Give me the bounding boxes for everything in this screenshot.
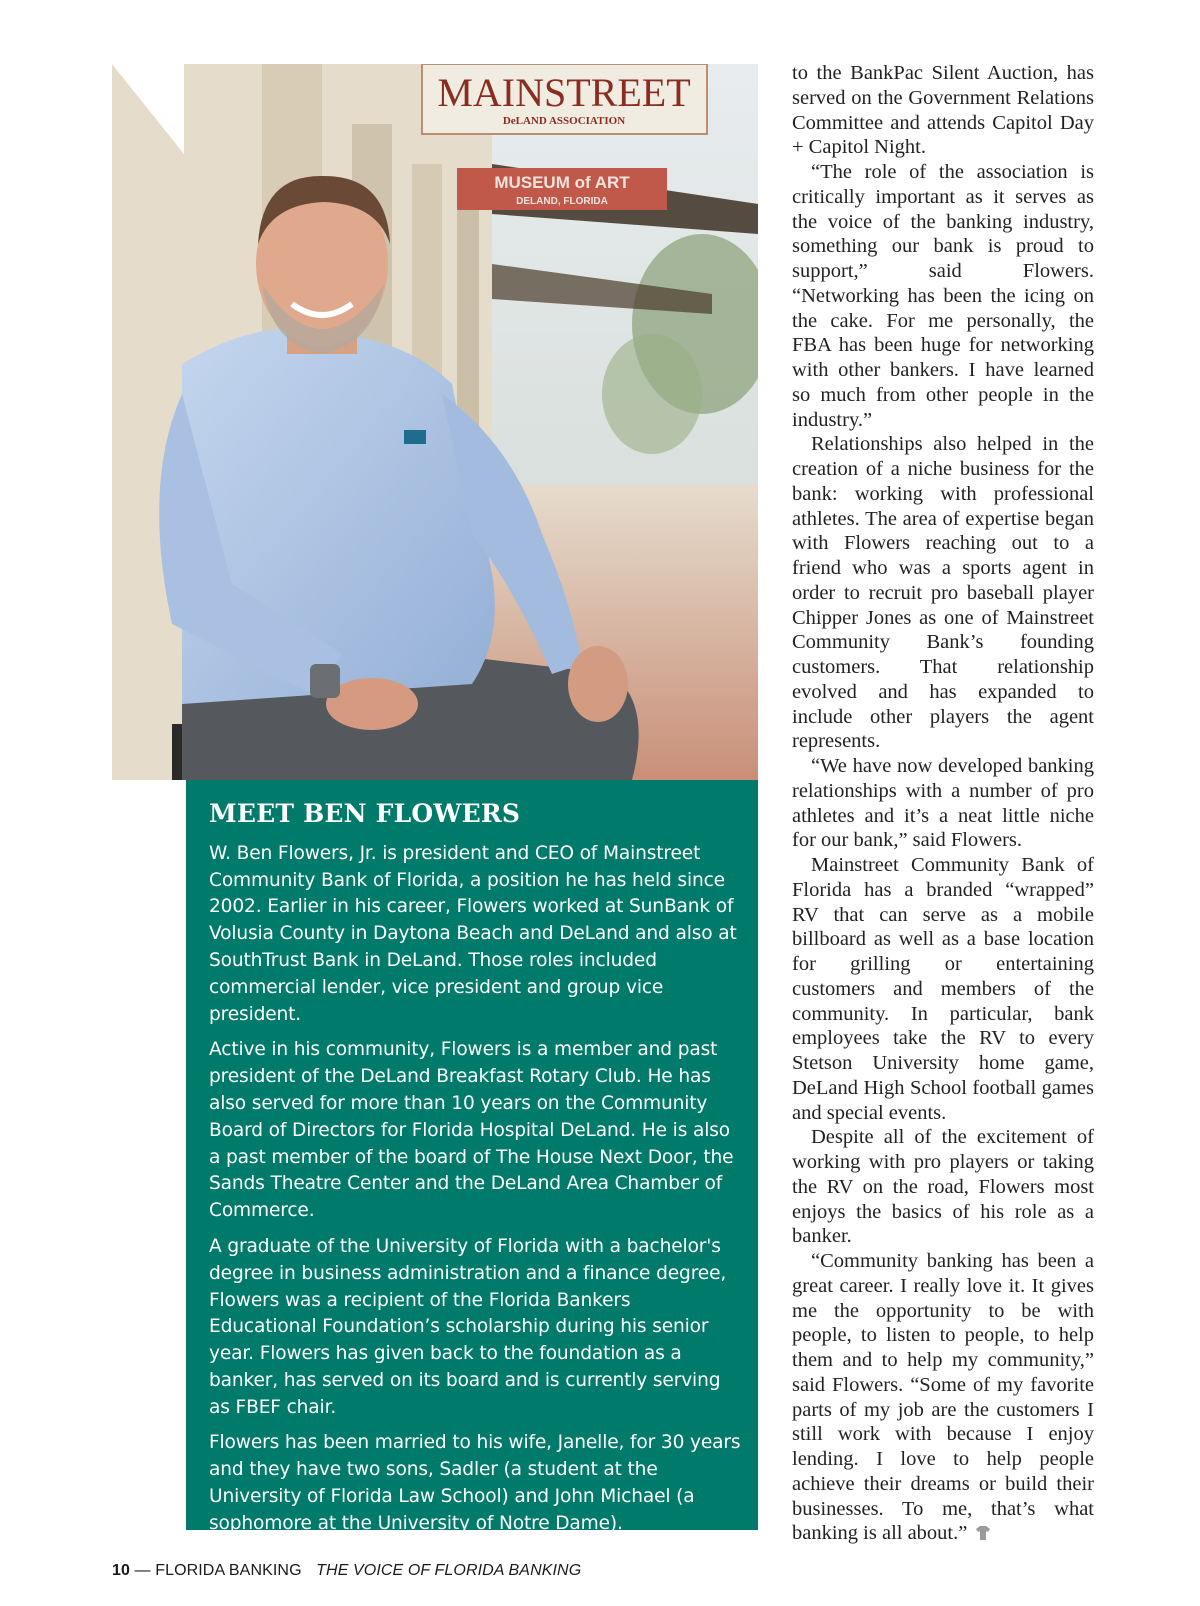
sidebar-paragraph: Active in his community, Flowers is a member and past president of the DeLand Breakfast Rotary Club. He has also served for more than 10 years on the Community Board of Directors for Florida Hospital DeLand. He is also a past member of the board of The House Next Door, the Sands Theatre Center and the DeLand Area Chamber of Commerce.: [209, 1039, 734, 1222]
page-footer: [112, 1562, 581, 1580]
article-paragraph: Despite all of the excitement of working with pro players or taking the RV on the road, Flowers most enjoys the basics of his role as a banker.: [792, 1126, 1094, 1248]
mainstreet-sign-text: MAINSTREET: [437, 70, 691, 115]
sidebar-paragraph: Flowers has been married to his wife, Janelle, for 30 years and they have two sons, Sadler (a student at the University of Florida Law School) and John Michael (a sophomore at the University of Notre Dame).: [209, 1432, 741, 1534]
sidebar-heading: MEET BEN FLOWERS: [209, 799, 521, 828]
article-paragraph: “Community banking has been a great career. I really love it. It gives me the opportunity to be with people, to listen to people, to help them and to help my community,” said Flowers. “Some of my favorite parts of my job are the customers I still work with because I enjoy lending. I love to help people achieve their dreams or build their businesses. To me, that’s what banking is all about.”: [792, 1250, 1094, 1545]
bio-sidebar: [186, 780, 758, 1534]
article-paragraph: “We have now developed banking relationships with a number of pro athletes and it’s a neat little niche for our bank,” said Flowers.: [792, 755, 1094, 852]
article-column: [792, 61, 1094, 1546]
museum-sign-subtext: DELAND, FLORIDA: [516, 196, 608, 207]
page-number: 10: [112, 1562, 130, 1579]
portrait-illustration: [112, 64, 758, 780]
portrait-photo: [112, 64, 758, 780]
end-mark-icon: [975, 1526, 991, 1540]
article-paragraph: Mainstreet Community Bank of Florida has a branded “wrapped” RV that can serve as a mobile billboard as well as a base location for grilling or entertaining customers and members of the community. In particular, bank employees take the RV to every Stetson University home game, DeLand High School football games and special events.: [792, 854, 1094, 1124]
article-paragraph: to the BankPac Silent Auction, has served on the Government Relations Committee and attends Capitol Day + Capitol Night.: [792, 62, 1094, 159]
article-paragraph: “The role of the association is critically important as it serves as the voice of the banking industry, something our bank is proud to support,” said Flowers. “Networking has been the icing on the cake. For me personally, the FBA has been huge for networking with other bankers. I have learned so much from other people in the industry.”: [792, 161, 1094, 431]
publication-tagline: THE VOICE OF FLORIDA BANKING: [316, 1562, 582, 1579]
sidebar-paragraph: W. Ben Flowers, Jr. is president and CEO of Mainstreet Community Bank of Florida, a position he has held since 2002. Earlier in his career, Flowers worked at SunBank of Volusia County in Daytona Beach and DeLand and also at SouthTrust Bank in DeLand. Those roles included commercial lender, vice president and group vice president.: [209, 842, 737, 1025]
article-last-paragraph: [792, 1249, 1094, 1546]
sidebar-paragraph: A graduate of the University of Florida with a bachelor's degree in business administration and a finance degree, Flowers was a recipient of the Florida Bankers Educational Foundation’s scholarship during his senior year. Flowers has given back to the foundation as a banker, has served on its board and is currently serving as FBEF chair.: [209, 1235, 727, 1418]
article-paragraph: Relationships also helped in the creation of a niche business for the bank: working with professional athletes. The area of expertise began with Flowers reaching out to a friend who was a sports agent in order to recruit pro baseball player Chipper Jones as one of Mainstreet Community Bank’s founding customers. That relationship evolved and has expanded to include other players the agent represents.: [792, 433, 1094, 753]
museum-sign-text: MUSEUM of ART: [494, 173, 630, 192]
publication-name: — FLORIDA BANKING: [134, 1562, 302, 1579]
mainstreet-sign-subtext: DeLAND ASSOCIATION: [502, 115, 626, 127]
